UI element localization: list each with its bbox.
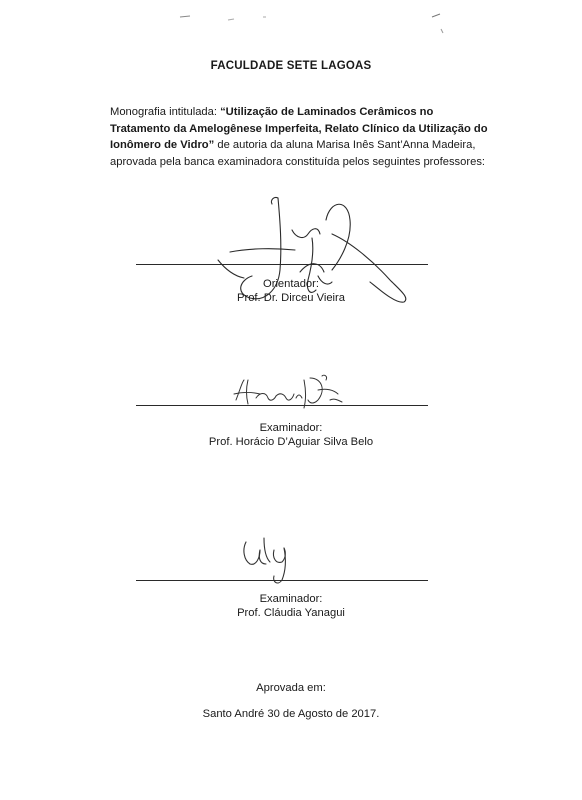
statement-prefix: Monografia intitulada:	[110, 106, 221, 118]
signature-examinador-1	[226, 370, 346, 415]
statement-suffix: de autoria da aluna Marisa Inês Sant’Anna Madeira, aprovada pela banca examinadora constituída pelos seguintes professores:	[110, 139, 486, 168]
monograph-title: “Utilização de Laminados Cerâmicos no Tratamento da Amelogênese Imperfeita, Relato Clínico da Utilização do Ionômero de Vidro”	[110, 106, 488, 151]
role-label-examinador-2: Examinador:	[259, 593, 323, 605]
role-label-examinador-1: Examinador:	[259, 422, 323, 434]
name-orientador: Prof. Dr. Dirceu Vieira	[237, 292, 345, 304]
scan-specks	[0, 0, 582, 60]
approval-date-label: Aprovada em:	[256, 682, 326, 694]
institution-title: FACULDADE SETE LAGOAS	[210, 60, 372, 72]
signature-line-examinador-1	[136, 405, 428, 406]
name-examinador-2: Prof. Cláudia Yanagui	[237, 607, 345, 619]
place-and-date: Santo André 30 de Agosto de 2017.	[202, 708, 380, 720]
approval-statement	[110, 104, 490, 170]
signature-line-orientador	[136, 264, 428, 265]
signature-line-examinador-2	[136, 580, 428, 581]
signature-examinador-2	[238, 528, 298, 588]
name-examinador-1: Prof. Horácio D’Aguiar Silva Belo	[208, 436, 374, 448]
role-label-orientador: Orientador:	[263, 278, 319, 290]
